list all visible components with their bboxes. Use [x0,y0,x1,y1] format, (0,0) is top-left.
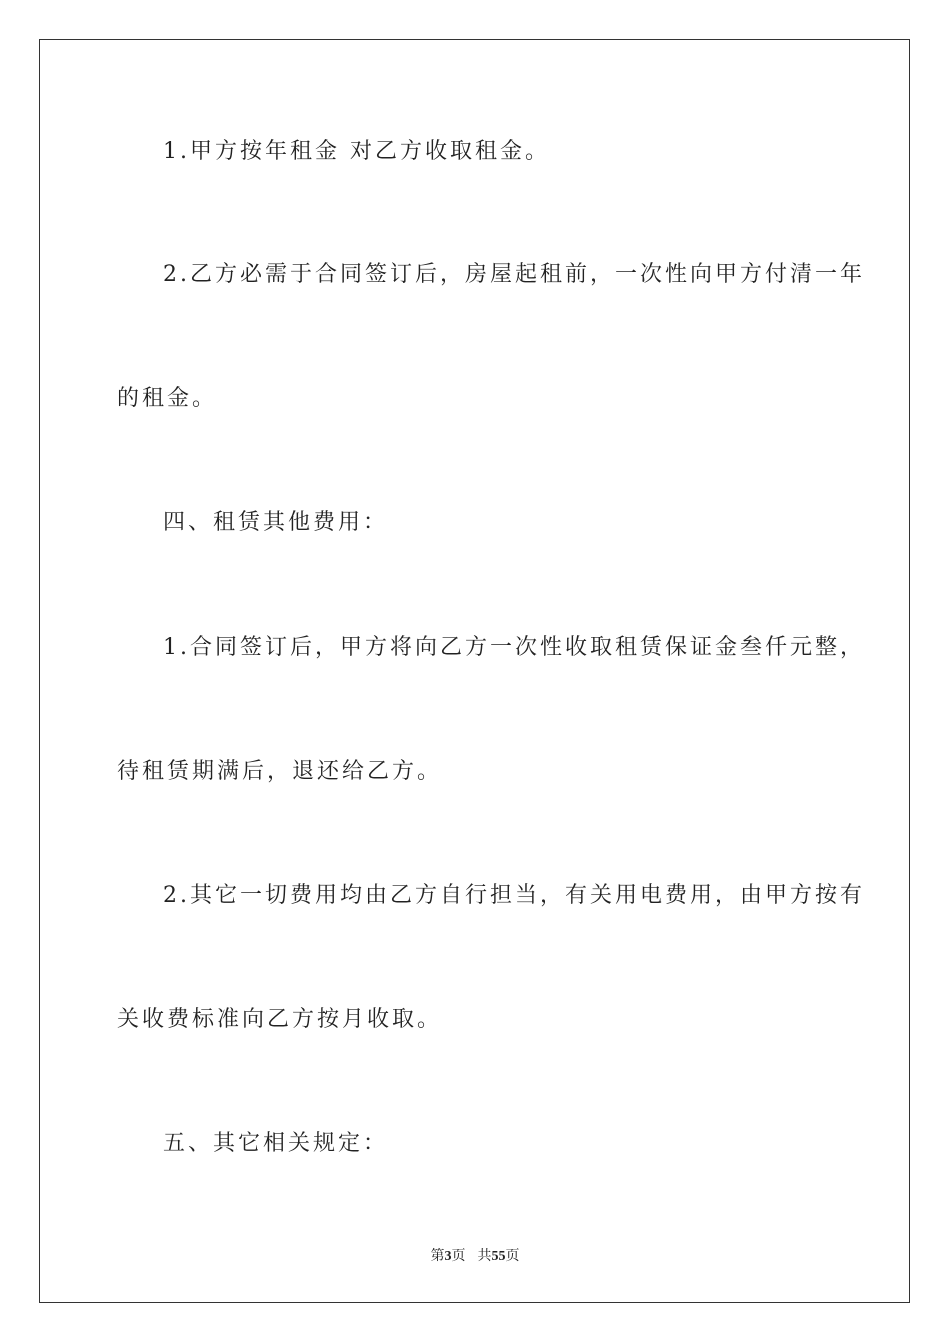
footer-page-suffix: 页 [451,1249,466,1264]
paragraph-line-3: 的租金。 [117,386,218,411]
footer-current-page: 3 [444,1249,452,1264]
paragraph-line-2: 2.乙方必需于合同签订后，房屋起租前，一次性向甲方付清一年 [163,262,865,287]
section-heading-4: 四、租赁其他费用： [163,510,389,535]
paragraph-line-7: 2.其它一切费用均由乙方自行担当，有关用电费用，由甲方按有 [163,883,865,908]
paragraph-line-8: 关收费标准向乙方按月收取。 [117,1007,443,1032]
footer-total-pages: 55 [491,1249,506,1264]
page-footer [0,1248,950,1266]
paragraph-line-5: 1.合同签订后，甲方将向乙方一次性收取租赁保证金叁仟元整， [163,635,865,660]
footer-total-suffix: 页 [505,1249,520,1264]
paragraph-line-6: 待租赁期满后，退还给乙方。 [117,759,443,784]
paragraph-line-1: 1.甲方按年租金 对乙方收取租金。 [163,139,550,164]
footer-page-prefix: 第 [430,1249,445,1264]
page-border [39,39,910,1303]
section-heading-5: 五、其它相关规定： [163,1131,389,1156]
footer-total-prefix: 共 [477,1249,492,1264]
